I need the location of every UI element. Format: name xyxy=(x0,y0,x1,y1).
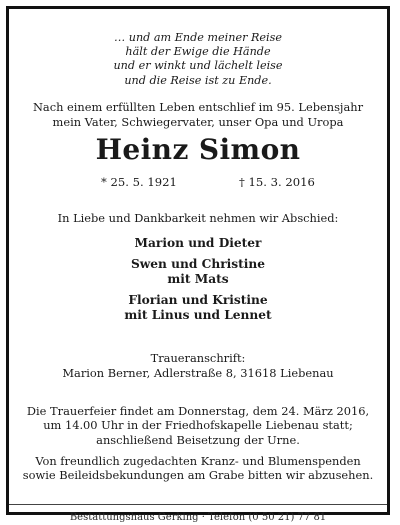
poem-line: und er winkt und lächelt leise xyxy=(113,59,283,73)
ceremony-line: Die Trauerfeier findet am Donnerstag, dem 24. März 2016, xyxy=(26,404,370,418)
footer-divider xyxy=(9,504,387,505)
family-line: Marion und Dieter xyxy=(134,236,262,250)
donation-text xyxy=(9,454,387,483)
family-group xyxy=(9,236,387,251)
donation-line: sowie Beileidsbekundungen am Grabe bitten wir abzusehen. xyxy=(22,468,374,483)
family-line: mit Linus und Lennet xyxy=(124,308,272,322)
address-line: Marion Berner, Adlerstraße 8, 31618 Liebenau xyxy=(62,365,334,380)
life-dates xyxy=(9,175,387,189)
family-line: Florian und Kristine xyxy=(128,293,268,307)
obituary-content xyxy=(9,9,387,523)
poem-line: … und am Ende meiner Reise xyxy=(114,31,282,44)
intro-text xyxy=(9,100,387,129)
mourning-address xyxy=(9,351,387,380)
death-date: † 15. 3. 2016 xyxy=(239,175,315,189)
ceremony-line: um 14.00 Uhr in der Friedhofskapelle Liebenau statt; xyxy=(43,418,353,433)
family-list xyxy=(9,236,387,329)
family-line: mit Mats xyxy=(167,272,229,286)
funeral-home-footer: Bestattungshaus Gerking · Telefon (0 50 21) 77 81 xyxy=(69,512,327,523)
birth-date: * 25. 5. 1921 xyxy=(101,175,177,189)
poem xyxy=(9,31,387,88)
poem-line: und die Reise ist zu Ende. xyxy=(124,73,272,87)
ceremony-text xyxy=(9,404,387,447)
ceremony-line: anschließend Beisetzung der Urne. xyxy=(96,432,300,447)
obituary-frame xyxy=(6,6,390,523)
intro-line: mein Vater, Schwiegervater, unser Opa und Uropa xyxy=(52,114,344,129)
family-group xyxy=(9,293,387,323)
family-line: Swen und Christine xyxy=(131,257,265,271)
farewell-text: In Liebe und Dankbarkeit nehmen wir Abschied: xyxy=(57,211,339,225)
intro-line: Nach einem erfüllten Leben entschlief im 95. Lebensjahr xyxy=(32,100,364,114)
poem-line: hält der Ewige die Hände xyxy=(125,45,271,59)
deceased-name: Heinz Simon xyxy=(95,133,301,166)
family-group xyxy=(9,257,387,287)
address-label: Traueranschrift: xyxy=(150,351,246,365)
donation-line: Von freundlich zugedachten Kranz- und Blumenspenden xyxy=(35,454,361,468)
